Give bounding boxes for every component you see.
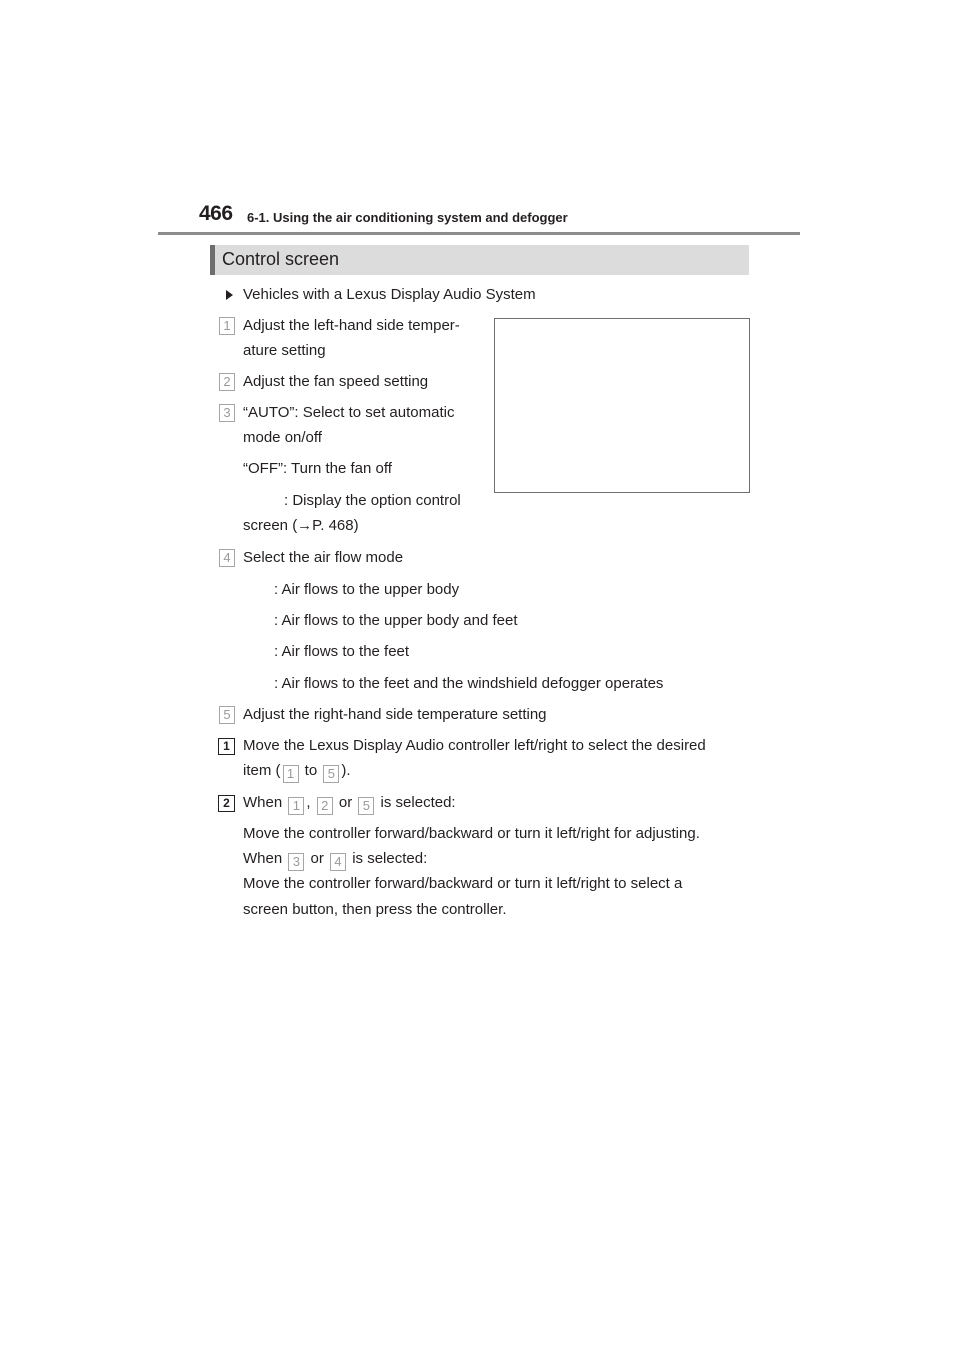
step-2-or-b: or — [306, 850, 329, 867]
step-1-text-b: to — [300, 762, 322, 779]
callout-badge-1: 1 — [288, 797, 304, 815]
vehicle-note: Vehicles with a Lexus Display Audio System — [243, 286, 536, 303]
step-1-text-a: item ( — [243, 762, 281, 779]
step-2-move-adjust: Move the controller forward/backward or turn it left/right for adjusting. — [243, 825, 700, 842]
item-2: Adjust the fan speed setting — [243, 373, 429, 390]
item-4: Select the air flow mode — [243, 549, 404, 566]
callout-badge-4: 4 — [219, 549, 235, 567]
step-2-or: or — [334, 794, 357, 811]
triangle-arrow-icon — [226, 290, 233, 300]
callout-badge-5: 5 — [219, 706, 235, 724]
air-flow-upper-body-feet: : Air flows to the upper body and feet — [274, 612, 518, 629]
item-3-line-2: mode on/off — [243, 429, 322, 446]
step-2-comma: , — [306, 794, 315, 811]
step-2-selected-b: is selected: — [348, 850, 428, 867]
step-1-text-c: ). — [341, 762, 351, 779]
item-3-option-line-1: : Display the option control — [284, 492, 461, 509]
callout-badge-2: 2 — [219, 373, 235, 391]
step-2-when-b: When — [243, 850, 287, 867]
step-1-line-1: Move the Lexus Display Audio controller left/right to select the desired — [243, 737, 706, 754]
control-screen-illustration — [494, 318, 750, 493]
step-2-when-a: When — [243, 794, 287, 811]
step-1-line-2 — [243, 761, 351, 783]
chapter-title: 6-1. Using the air conditioning system and defogger — [247, 210, 568, 225]
callout-badge-4: 4 — [330, 853, 346, 871]
callout-badge-5: 5 — [323, 765, 339, 783]
header-divider — [158, 232, 800, 235]
air-flow-feet-defogger: : Air flows to the feet and the windshield defogger operates — [274, 675, 664, 692]
step-2-marker: 2 — [218, 795, 235, 812]
callout-badge-3: 3 — [219, 404, 235, 422]
step-2-move-select-line-1: Move the controller forward/backward or turn it left/right to select a — [243, 875, 683, 892]
callout-badge-2: 2 — [317, 797, 333, 815]
item-5: Adjust the right-hand side temperature setting — [243, 706, 547, 723]
callout-badge-1: 1 — [283, 765, 299, 783]
callout-badge-3: 3 — [288, 853, 304, 871]
section-title: Control screen — [222, 249, 340, 269]
item-3-off: “OFF”: Turn the fan off — [243, 460, 392, 477]
item-1-line-1: Adjust the left-hand side temper- — [243, 317, 460, 334]
air-flow-feet: : Air flows to the feet — [274, 643, 410, 660]
step-2-when-b-line — [243, 849, 427, 871]
item-3-option-line-2: screen (→P. 468) — [243, 517, 359, 534]
step-1-marker: 1 — [218, 738, 235, 755]
step-2-selected: is selected: — [376, 794, 456, 811]
callout-badge-1: 1 — [219, 317, 235, 335]
callout-badge-5: 5 — [358, 797, 374, 815]
step-2-when-line — [243, 793, 456, 815]
page-number: 466 — [199, 202, 233, 225]
item-3-line-1: “AUTO”: Select to set automatic — [243, 404, 455, 421]
item-1-line-2: ature setting — [243, 342, 326, 359]
air-flow-upper-body: : Air flows to the upper body — [274, 581, 460, 598]
step-2-move-select-line-2: screen button, then press the controller. — [243, 901, 507, 918]
